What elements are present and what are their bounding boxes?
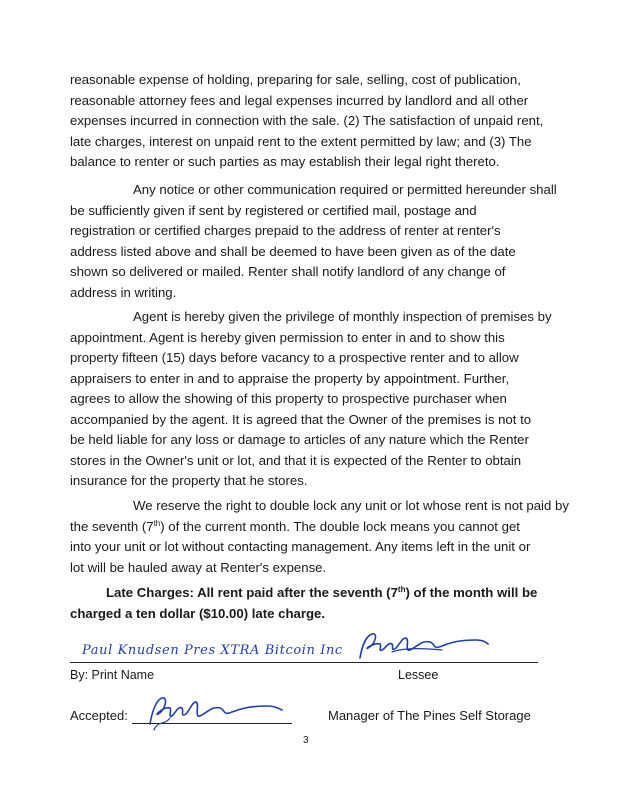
text-line: expenses incurred in connection with the sale. (2) The satisfaction of unpaid rent,: [70, 113, 544, 128]
text-line: into your unit or lot without contacting management. Any items left in the unit or: [70, 539, 531, 554]
text-line: address in writing.: [70, 284, 177, 300]
page-number: 3: [303, 735, 309, 746]
paragraph-notice: [70, 180, 557, 303]
handwritten-print-name: Paul Knudsen Pres XTRA Bitcoin Inc: [82, 643, 343, 658]
accepted-label: Accepted:: [70, 708, 128, 723]
paragraph-double-lock: [70, 496, 569, 578]
text-line: Any notice or other communication required or permitted hereunder shall: [133, 182, 557, 197]
paragraph-inspection: [70, 307, 552, 492]
manager-title: Manager of The Pines Self Storage: [328, 708, 531, 723]
text-line: charged a ten dollar ($10.00) late charge.: [70, 605, 326, 621]
text-fragment: Late Charges: All rent paid after the seventh (7: [106, 585, 398, 600]
superscript: th: [397, 585, 406, 594]
text-line: address listed above and shall be deemed to have been given as of the date: [70, 243, 516, 259]
text-line: lot will be hauled away at Renter's expense.: [70, 559, 327, 575]
text-line: accompanied by the agent. It is agreed that the Owner of the premises is not to: [70, 411, 532, 427]
print-name-label: By: Print Name: [70, 668, 155, 682]
late-charges-notice: [70, 583, 540, 624]
lessee-signature: [352, 628, 492, 668]
text-line: reasonable expense of holding, preparing for sale, selling, cost of publication,: [70, 72, 521, 87]
text-line: We reserve the right to double lock any unit or lot whose rent is not paid by: [133, 498, 569, 513]
text-line: agrees to allow the showing of this property to prospective purchaser when: [70, 391, 507, 406]
text-line: appointment. Agent is hereby given permission to enter in and to show this: [70, 329, 505, 345]
superscript: th: [153, 518, 161, 528]
text-line: balance to renter or such parties as may establish their legal right thereto.: [70, 154, 500, 169]
paragraph-sale-proceeds: [70, 70, 544, 173]
text-line: reasonable attorney fees and legal expenses incurred by landlord and all other: [70, 92, 529, 108]
text-line: appraisers to enter in and to appraise the property by appointment. Further,: [70, 370, 510, 386]
text-line: [70, 583, 540, 604]
lessee-label: Lessee: [398, 668, 439, 682]
text-line: shown so delivered or mailed. Renter shall notify landlord of any change of: [70, 264, 506, 279]
text-line: be sufficiently given if sent by registered or certified mail, postage and: [70, 202, 477, 218]
text-line: late charges, interest on unpaid rent to the extent permitted by law; and (3) The: [70, 133, 532, 149]
text-line: be held liable for any loss or damage to articles of any nature which the Renter: [70, 432, 529, 447]
text-fragment: ) of the current month. The double lock means you cannot get: [160, 518, 520, 534]
text-line: insurance for the property that he stores.: [70, 473, 308, 488]
text-fragment: ) of the month will be: [405, 585, 538, 600]
accepted-signature: [140, 690, 290, 734]
text-line: Agent is hereby given the privilege of monthly inspection of premises by: [133, 309, 552, 324]
text-fragment: the seventh (7: [70, 518, 154, 534]
text-line: registration or certified charges prepaid to the address of renter at renter's: [70, 223, 501, 238]
text-line: [70, 517, 540, 538]
text-line: stores in the Owner's unit or lot, and that it is expected of the Renter to obtain: [70, 452, 522, 468]
text-line: property fifteen (15) days before vacancy to a prospective renter and to allow: [70, 350, 519, 365]
